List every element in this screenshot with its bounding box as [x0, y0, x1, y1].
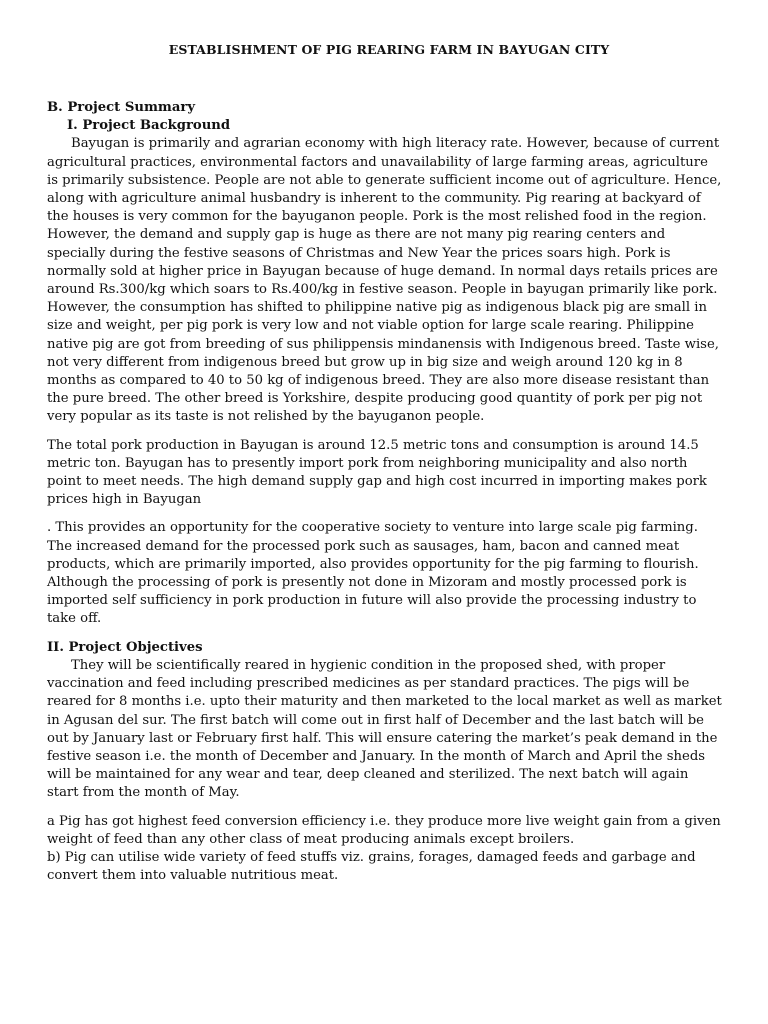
document-body	[47, 99, 723, 885]
opportunity-paragraph: . This provides an opportunity for the cooperative society to venture into large scale pig farming. The increased demand for the processed pork such as sausages, ham, bacon and canned meat products, which are primarily imported, also provides opportunity for the pig farming to flourish. Although the processing of pork is presently not done in Mizoram and mostly processed pork is imported self sufficiency in pork production in future will also provide the processing industry to take off.	[47, 520, 699, 627]
point-b: b) Pig can utilise wide variety of feed stuffs viz. grains, forages, damaged feeds and garbage and convert them into valuable nutritious meat.	[47, 849, 696, 884]
objectives-heading: II. Project Objectives	[47, 639, 203, 655]
production-paragraph: The total pork production in Bayugan is around 12.5 metric tons and consumption is around 14.5 metric ton. Bayugan has to presently import pork from neighboring municipality and also north point to meet needs. The high demand supply gap and high cost incurred in importing makes pork prices high in Bayugan	[47, 437, 707, 508]
section-b-heading: B. Project Summary	[47, 100, 196, 115]
background-heading: I. Project Background	[67, 118, 231, 134]
point-a: a Pig has got highest feed conversion efficiency i.e. they produce more live weight gain from a given weight of feed than any other class of meat producing animals except broilers.	[47, 813, 721, 847]
document-title: ESTABLISHMENT OF PIG REARING FARM IN BAYUGAN CITY	[168, 42, 610, 57]
background-paragraph: Bayugan is primarily and agrarian economy with high literacy rate. However, because of current agricultural practices, environmental factors and unavailability of large farming areas, agriculture is primarily subsistence. People are not able to generate sufficient income out of agriculture. Hence, along with agriculture animal husbandry is inherent to the community. Pig rearing at backyard of the houses is very common for the bayuganon people. Pork is the most relished food in the region. However, the demand and supply gap is huge as there are not many pig rearing centers and specially during the festive seasons of Christmas and New Year the prices soars high. Pork is normally sold at higher price in Bayugan because of huge demand. In normal days retails prices are around Rs.300/kg which soars to Rs.400/kg in festive season. People in bayugan primarily like pork. However, the consumption has shifted to philippine native pig as indigenous black pig are small in size and weight, per pig pork is very low and not viable option for large scale rearing. Philippine native pig are got from breeding of sus philippensis mindanensis with Indigenous breed. Taste wise, not very different from indigenous breed but grow up in big size and weigh around 120 kg in 8 months as compared to 40 to 50 kg of indigenous breed. They are also more disease resistant than the pure breed. The other breed is Yorkshire, despite producing good quantity of pork per pig not very popular as its taste is not relished by the bayuganon people.	[47, 136, 722, 425]
objectives-paragraph: They will be scientifically reared in hygienic condition in the proposed shed, with proper vaccination and feed including prescribed medicines as per standard practices. The pigs will be reared for 8 months i.e. upto their maturity and then marketed to the local market as well as market in Agusan del sur. The first batch will come out in first half of December and the last batch will be out by January last or February first half. This will ensure catering the market’s peak demand in the festive season i.e. the month of December and January. In the month of March and April the sheds will be maintained for any wear and tear, deep cleaned and sterilized. The next batch will again start from the month of May.	[47, 657, 722, 801]
